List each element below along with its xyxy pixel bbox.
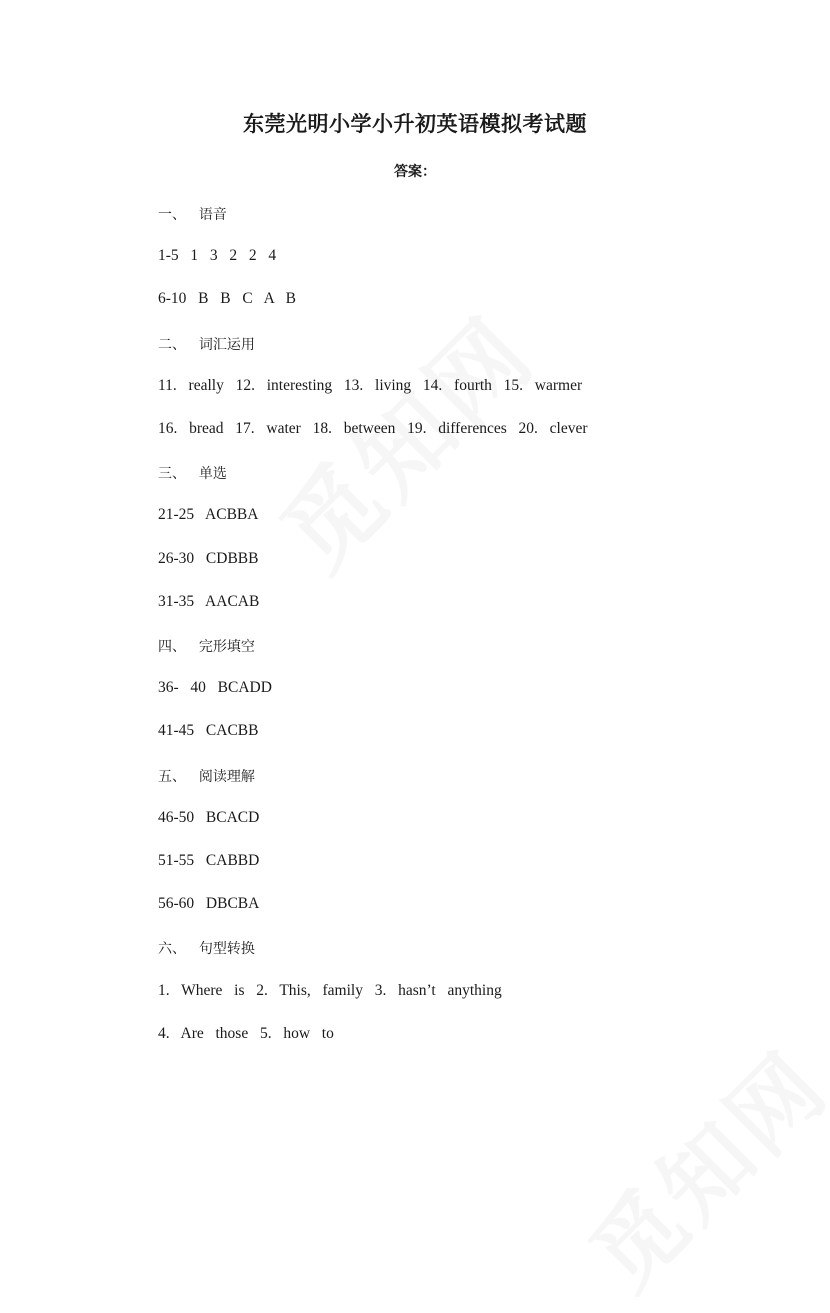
- answer-line: 16. bread 17. water 18. between 19. differences 20. clever: [158, 420, 588, 437]
- answer-line: 26-30 CDBBB: [158, 550, 259, 567]
- watermark: [246, 282, 559, 595]
- section-heading: 五、 阅读理解: [158, 769, 255, 785]
- section-heading: 三、 单选: [158, 466, 227, 482]
- answer-line: 41-45 CACBB: [158, 722, 259, 739]
- watermark-bottom: [556, 1017, 830, 1313]
- answer-line: 21-25 ACBBA: [158, 506, 259, 523]
- answer-line: 56-60 DBCBA: [158, 895, 260, 912]
- section-heading: 四、 完形填空: [158, 639, 255, 655]
- answer-line: 11. really 12. interesting 13. living 14. fourth 15. warmer: [158, 377, 583, 394]
- section-heading: 二、 词汇运用: [158, 337, 255, 353]
- answer-line: 31-35 AACAB: [158, 593, 260, 610]
- answers-heading: 答案：: [394, 164, 436, 180]
- answer-line: 4. Are those 5. how to: [158, 1025, 334, 1042]
- section-heading: 六、 句型转换: [158, 941, 255, 957]
- answer-line: 46-50 BCACD: [158, 809, 260, 826]
- answer-line: 36- 40 BCADD: [158, 679, 272, 696]
- document-title: 东莞光明小学小升初英语模拟考试题: [243, 112, 587, 136]
- answer-line: 6-10 B B C A B: [158, 290, 296, 307]
- section-heading: 一、 语音: [158, 207, 227, 223]
- answer-line: 1. Where is 2. This, family 3. hasn’t anything: [158, 982, 502, 999]
- answer-line: 51-55 CABBD: [158, 852, 260, 869]
- answer-line: 1-5 1 3 2 2 4: [158, 247, 277, 264]
